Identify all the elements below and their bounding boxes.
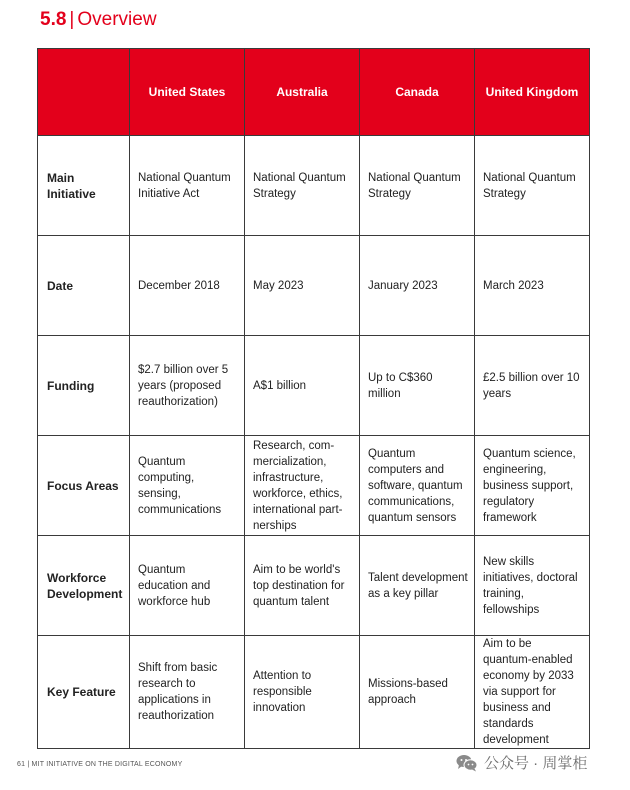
row-label: Funding (38, 336, 130, 436)
header-cell-united-kingdom: United Kingdom (475, 49, 590, 136)
section-heading (40, 9, 157, 31)
header-cell-empty (38, 49, 130, 136)
table-cell: Quantum education and workforce hub (130, 536, 245, 636)
page-footer (17, 761, 182, 768)
table-cell: New skills initiatives, doctoral training, fellowships (475, 536, 590, 636)
row-label: Main Initiative (38, 136, 130, 236)
table-cell: National Quantum Initiative Act (130, 136, 245, 236)
table-row-funding (38, 336, 590, 436)
table-cell: Research, com-mercialization, infrastructure, workforce, ethics, international part-nerships (245, 436, 360, 536)
table-cell: Attention to responsible innovation (245, 636, 360, 749)
watermark (456, 752, 587, 773)
overview-table (37, 48, 590, 749)
heading-separator: | (69, 9, 75, 30)
table-cell: December 2018 (130, 236, 245, 336)
wechat-icon (456, 754, 478, 772)
section-number: 5.8 (40, 9, 67, 30)
header-cell-united-states: United States (130, 49, 245, 136)
table-row-main-initiative (38, 136, 590, 236)
table-row-key-feature (38, 636, 590, 749)
header-cell-australia: Australia (245, 49, 360, 136)
table-cell: National Quantum Strategy (475, 136, 590, 236)
table-row-focus-areas (38, 436, 590, 536)
section-title: Overview (77, 9, 157, 30)
footer-separator: | (27, 761, 30, 768)
table-cell: March 2023 (475, 236, 590, 336)
table-cell: Quantum science, engineering, business support, regulatory framework (475, 436, 590, 536)
table-cell: £2.5 billion over 10 years (475, 336, 590, 436)
table-cell: Aim to be world's top destination for quantum talent (245, 536, 360, 636)
table-cell: Talent development as a key pillar (360, 536, 475, 636)
row-label: Date (38, 236, 130, 336)
row-label: Focus Areas (38, 436, 130, 536)
table-cell: $2.7 billion over 5 years (proposed reauthorization) (130, 336, 245, 436)
footer-text: MIT INITIATIVE ON THE DIGITAL ECONOMY (31, 761, 183, 768)
table-cell: National Quantum Strategy (360, 136, 475, 236)
table-cell: Shift from basic research to applications in reauthorization (130, 636, 245, 749)
page-number: 61 (17, 761, 26, 768)
row-label: Workforce Development (38, 536, 130, 636)
table-cell: Quantum computers and software, quantum communications, quantum sensors (360, 436, 475, 536)
watermark-text: 公众号 · 周掌柜 (484, 755, 588, 772)
table-cell: Up to C$360 million (360, 336, 475, 436)
table-row-date (38, 236, 590, 336)
table-row-workforce-development (38, 536, 590, 636)
table-cell: A$1 billion (245, 336, 360, 436)
table-cell: National Quantum Strategy (245, 136, 360, 236)
table-cell: Missions-based approach (360, 636, 475, 749)
table-cell: Aim to be quantum-enabled economy by 2033 via support for business and standards development (475, 636, 590, 749)
table-cell: January 2023 (360, 236, 475, 336)
table-header-row (38, 49, 590, 136)
row-label: Key Feature (38, 636, 130, 749)
table-cell: May 2023 (245, 236, 360, 336)
header-cell-canada: Canada (360, 49, 475, 136)
table-cell: Quantum computing, sensing, communications (130, 436, 245, 536)
